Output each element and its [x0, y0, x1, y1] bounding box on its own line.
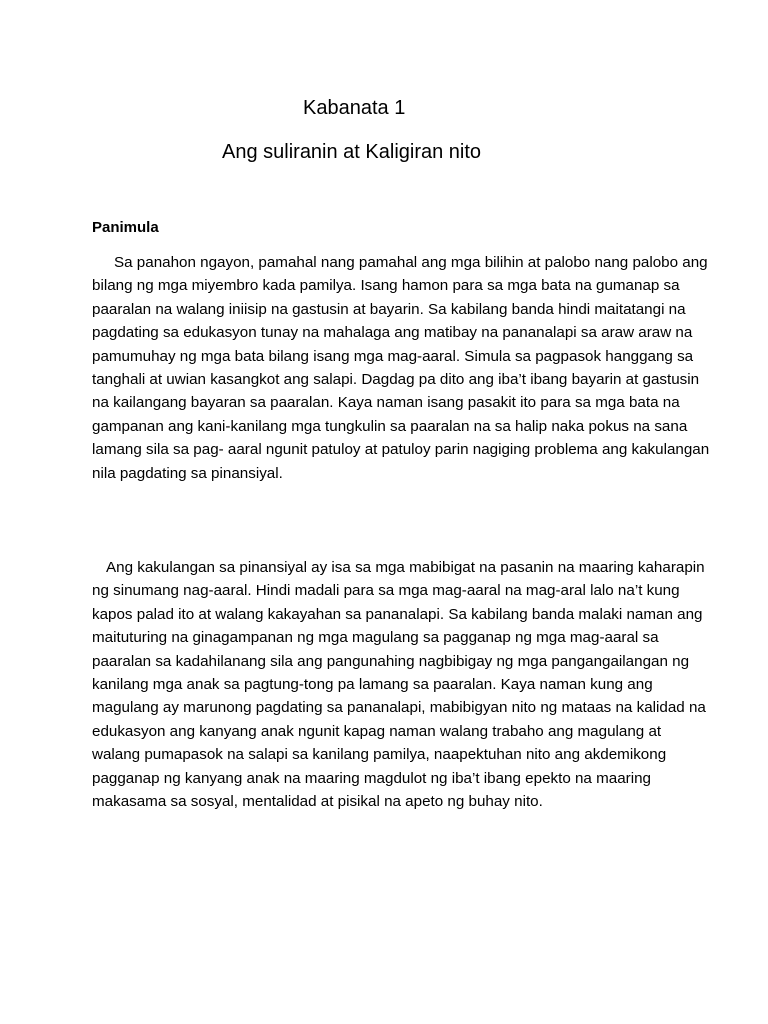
chapter-title: Ang suliranin at Kaligiran nito	[222, 141, 482, 163]
section-heading: Panimula	[92, 219, 159, 236]
chapter-number: Kabanata 1	[303, 97, 406, 119]
body-paragraph: Sa panahon ngayon, pamahal nang pamahal ang mga bilihin at palobo nang palobo ang bilang ng mga miyembro kada pamilya. Isang hamon para sa mga bata na gumanap sa paaralan na walang iniisip na gastusin at bayarin. Sa kabilang banda hindi maitatangi na pagdating sa edukasyon tunay na mahalaga ang matibay na pananalapi sa araw araw na pamumuhay ng mga bata bilang isang mga mag-aaral. Simula sa pagpasok hanggang sa tanghali at uwian kasangkot ang salapi. Dagdag pa dito ang iba’t ibang bayarin at gastusin na kailangang bayaran sa paaralan. Kaya naman isang pasakit ito para sa mga bata na gampanan ang kani-kanilang mga tungkulin sa paaralan na sa halip naka pokus na sana lamang sila sa pag- aaral ngunit patuloy at patuloy parin nagiging problema ang kakulangan nila pagdating sa pinansiyal.	[92, 254, 710, 482]
body-paragraph: Ang kakulangan sa pinansiyal ay isa sa mga mabibigat na pasanin na maaring kaharapin ng sinumang nag-aaral. Hindi madali para sa mga mag-aaral na mag-aral lalo na’t kung kapos palad ito at walang kakayahan sa pananalapi. Sa kabilang banda malaki naman ang maituturing na ginagampanan ng mga magulang sa pagganap ng mga mag-aaral sa paaralan sa kadahilanang sila ang pangunahing nagbibigay ng mga pangangailangan ng kanilang mga anak sa pagtung-tong pa lamang sa paaralan. Kaya naman kung ang magulang ay marunong pagdating sa pananalapi, mabibigyan nito ng mataas na kalidad na edukasyon ang kanyang anak ngunit kapag naman walang trabaho ang magulang at walang pumapasok na salapi sa kanilang pamilya, naapektuhan nito ang akdemikong pagganap ng kanyang anak na maaring magdulot ng iba’t ibang epekto na maaring makasama sa sosyal, mentalidad at pisikal na apeto ng buhay nito.	[92, 559, 706, 811]
